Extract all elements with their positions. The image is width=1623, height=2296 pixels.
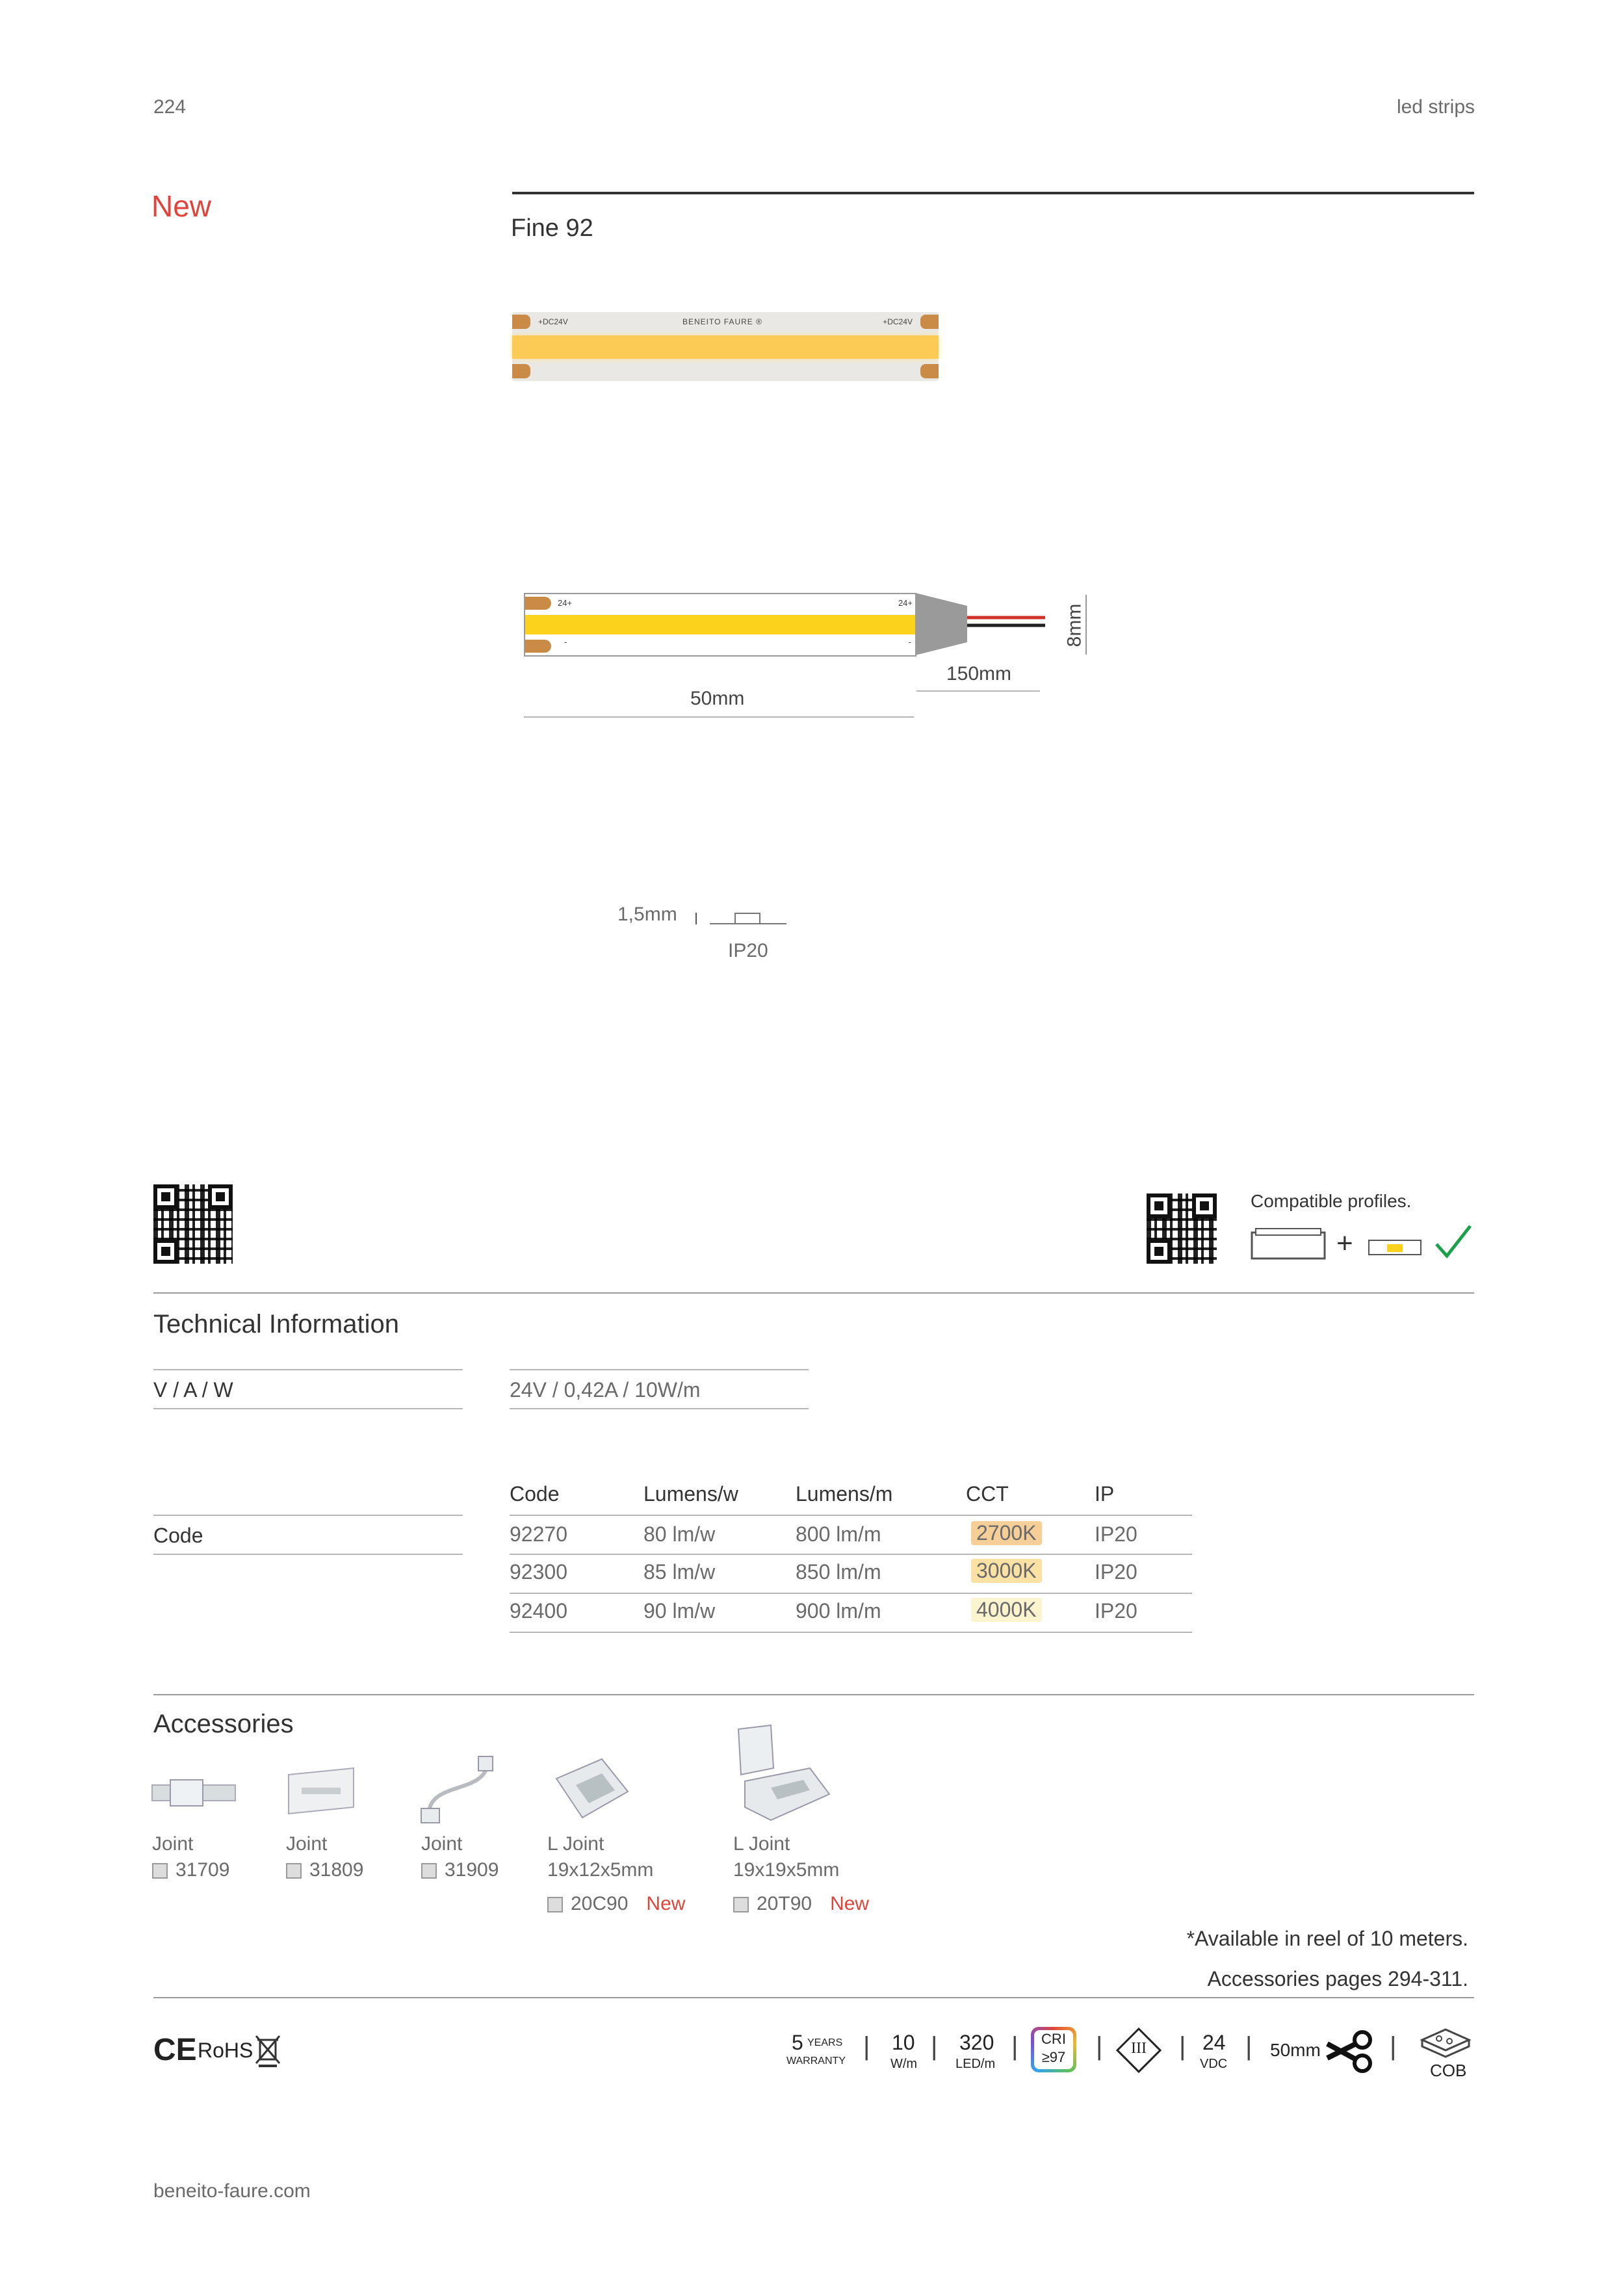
height-dim-label: 8mm <box>1063 603 1085 647</box>
product-title: Fine 92 <box>511 215 593 242</box>
code-label: Code <box>153 1524 203 1547</box>
cob-label: COB <box>1430 2061 1467 2080</box>
checkbox-icon[interactable] <box>286 1863 302 1879</box>
cob-chip-icon <box>1420 2027 1472 2059</box>
accessory-code-row <box>152 1859 229 1881</box>
section-rule <box>153 1997 1474 1998</box>
voltage-print-left: +DC24V <box>538 317 568 326</box>
section-rule <box>153 1694 1474 1695</box>
accessory-name: L Joint <box>733 1833 790 1855</box>
cell-ip: IP20 <box>1095 1560 1137 1584</box>
rule <box>153 1369 463 1370</box>
rule <box>153 1408 463 1409</box>
plus-mark-left: 24+ <box>558 598 573 608</box>
cri-value: ≥97 <box>1041 2049 1066 2065</box>
weee-bin-icon <box>253 2033 282 2067</box>
accessory-code-row <box>547 1893 685 1915</box>
solder-pad <box>920 315 939 329</box>
cell-code: 92270 <box>510 1522 567 1546</box>
led-emitting-band <box>512 335 939 359</box>
warranty-number: 5 <box>792 2031 803 2054</box>
qr-code-icon[interactable] <box>153 1184 233 1264</box>
cell-code: 92300 <box>510 1560 567 1584</box>
l-joint-accessory-image[interactable] <box>550 1753 634 1831</box>
profile-section-icon <box>734 913 760 924</box>
accessory-name: Joint <box>286 1833 328 1855</box>
separator: | <box>863 2032 870 2061</box>
vaw-value: 24V / 0,42A / 10W/m <box>510 1378 701 1402</box>
accessory-code-row <box>421 1859 499 1881</box>
cell-cct: 3000K <box>971 1559 1042 1583</box>
rule <box>510 1408 809 1409</box>
accessory-code-row <box>286 1859 363 1881</box>
voltage-unit: VDC <box>1200 2057 1228 2071</box>
thickness-label: 1,5mm <box>617 904 677 925</box>
website-link[interactable]: beneito-faure.com <box>153 2180 311 2202</box>
cable-dim-label: 150mm <box>946 663 1012 685</box>
voltage-value: 24 <box>1202 2031 1226 2054</box>
checkbox-icon[interactable] <box>733 1897 749 1912</box>
accessory-code: 31809 <box>309 1859 364 1881</box>
separator: | <box>931 2032 938 2061</box>
separator: | <box>1390 2032 1397 2061</box>
pad-diagram <box>525 597 551 610</box>
separator: | <box>1096 2032 1103 2061</box>
cell-lumens-m: 850 lm/m <box>796 1560 881 1584</box>
cell-ip: IP20 <box>1095 1522 1137 1546</box>
table-row <box>510 1555 1192 1593</box>
length-dim-line <box>524 716 914 718</box>
qr-code-icon[interactable] <box>1147 1194 1217 1264</box>
column-header: Lumens/w <box>643 1482 738 1506</box>
rule <box>510 1369 809 1370</box>
accessory-code: 20C90 <box>571 1893 629 1914</box>
compatible-profiles-title: Compatible profiles. <box>1251 1191 1412 1211</box>
cell-lumens-m: 900 lm/m <box>796 1599 881 1623</box>
column-header: CCT <box>966 1482 1009 1506</box>
rohs-mark: RoHS <box>198 2039 253 2062</box>
cell-ip: IP20 <box>1095 1599 1137 1623</box>
page-number: 224 <box>153 96 187 118</box>
solder-pad <box>512 364 530 378</box>
title-rule <box>512 192 1474 194</box>
accessories-pages-note: Accessories pages 294-311. <box>1207 1967 1468 1990</box>
separator: | <box>1011 2032 1019 2061</box>
plus-sign: + <box>1336 1227 1353 1259</box>
warranty-word: WARRANTY <box>786 2055 846 2067</box>
accessory-size: 19x12x5mm <box>547 1859 654 1881</box>
technical-info-title: Technical Information <box>153 1310 399 1338</box>
column-header: IP <box>1095 1482 1115 1506</box>
new-tag: New <box>830 1893 870 1914</box>
led-density-unit: LED/m <box>955 2057 996 2071</box>
section-rule <box>153 1292 1474 1294</box>
watts-unit: W/m <box>890 2057 918 2071</box>
l-joint-accessory-image[interactable] <box>732 1723 832 1833</box>
cell-lumens-w: 90 lm/w <box>643 1599 716 1623</box>
accessory-code: 31709 <box>175 1859 230 1881</box>
vaw-label: V / A / W <box>153 1378 233 1402</box>
accessory-code: 31909 <box>445 1859 499 1881</box>
voltage-print-right: +DC24V <box>883 317 913 326</box>
cell-code: 92400 <box>510 1599 567 1623</box>
plus-mark-right: 24+ <box>898 598 913 608</box>
rule <box>153 1515 463 1516</box>
column-header: Lumens/m <box>796 1482 893 1506</box>
cell-lumens-w: 80 lm/w <box>643 1522 716 1546</box>
minus-mark-left: - <box>564 637 567 647</box>
cri-label: CRI <box>1041 2031 1066 2047</box>
checkbox-icon[interactable] <box>152 1863 168 1879</box>
reel-note: *Available in reel of 10 meters. <box>1186 1927 1468 1950</box>
cable-dim-line <box>916 690 1040 692</box>
led-band-diagram <box>525 615 915 634</box>
joint-accessory-image[interactable] <box>151 1771 237 1816</box>
cell-cct: 2700K <box>971 1521 1042 1545</box>
new-badge: New <box>151 189 212 223</box>
cri-icon <box>1031 2027 1076 2072</box>
length-dim-label: 50mm <box>690 688 745 709</box>
cut-length: 50mm <box>1270 2040 1321 2060</box>
accessory-code-row <box>733 1893 869 1915</box>
separator: | <box>1245 2032 1253 2061</box>
thickness-tick <box>695 913 697 924</box>
brand-print: BENEITO FAURE ® <box>682 317 762 326</box>
pad-diagram <box>525 640 551 653</box>
class-iii-label: III <box>1131 2040 1147 2057</box>
rule <box>153 1554 463 1555</box>
accessory-size: 19x19x5mm <box>733 1859 840 1881</box>
accessories-title: Accessories <box>153 1710 294 1738</box>
section-name: led strips <box>1396 96 1475 118</box>
ce-mark: CE <box>153 2033 197 2067</box>
solder-pad <box>512 315 530 329</box>
accessory-name: L Joint <box>547 1833 604 1855</box>
profile-icon <box>1251 1227 1329 1261</box>
solder-pad <box>920 364 939 378</box>
new-tag: New <box>646 1893 686 1914</box>
watts-value: 10 <box>892 2031 915 2054</box>
rule <box>510 1632 1192 1633</box>
joint-cable-accessory-image[interactable] <box>416 1755 494 1827</box>
scissors-icon <box>1323 2029 1375 2075</box>
check-icon <box>1434 1222 1473 1261</box>
cell-cct: 4000K <box>971 1598 1042 1622</box>
table-row <box>510 1594 1192 1632</box>
table-row <box>510 1516 1192 1554</box>
strip-diagram <box>524 593 916 657</box>
accessory-name: Joint <box>421 1833 463 1855</box>
ip-label: IP20 <box>728 940 768 961</box>
joint-accessory-image[interactable] <box>282 1762 360 1820</box>
specs-table <box>510 1482 1192 1633</box>
cell-lumens-m: 800 lm/m <box>796 1522 881 1546</box>
checkbox-icon[interactable] <box>547 1897 563 1912</box>
checkbox-icon[interactable] <box>421 1863 437 1879</box>
led-density-value: 320 <box>959 2031 994 2054</box>
accessory-code: 20T90 <box>757 1893 812 1914</box>
cable-connector-icon <box>915 592 1045 657</box>
minus-mark-right: - <box>908 637 911 647</box>
separator: | <box>1179 2032 1186 2061</box>
spec-icons-bar <box>786 2027 1475 2083</box>
warranty-years: YEARS <box>807 2037 843 2048</box>
cell-lumens-w: 85 lm/w <box>643 1560 716 1584</box>
accessory-name: Joint <box>152 1833 194 1855</box>
strip-icon <box>1368 1238 1422 1257</box>
column-header: Code <box>510 1482 560 1506</box>
led-strip-photo <box>512 312 939 381</box>
